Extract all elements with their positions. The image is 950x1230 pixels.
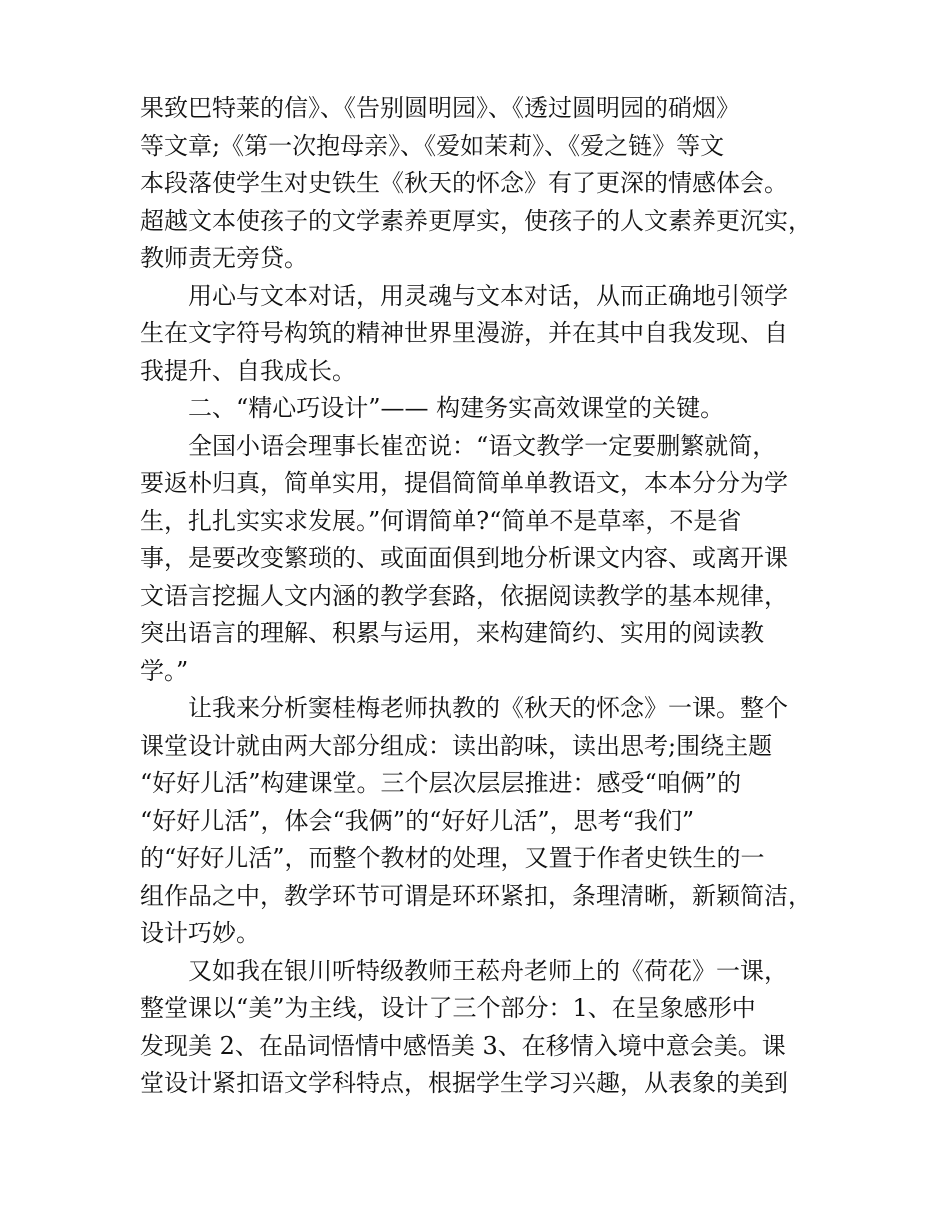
- section-heading: 二、“精心巧设计”—— 构建务实高效课堂的关键。: [140, 394, 725, 422]
- text-line: 组作品之中，教学环节可谓是环环紧扣，条理清晰，新颖简洁，: [140, 881, 812, 910]
- text-line: 要返朴归真，简单实用，提倡简简单单教语文，本本分分为学: [140, 469, 788, 497]
- text-line: 突出语言的理解、积累与运用，来构建简约、实用的阅读教: [140, 619, 764, 647]
- text-line: 让我来分析窦桂梅老师执教的《秋天的怀念》一课。整个: [140, 694, 788, 722]
- text-line: 我提升、自我成长。: [140, 356, 356, 385]
- text-line: 堂设计紧扣语文学科特点，根据学生学习兴趣，从表象的美到: [140, 1069, 788, 1097]
- text-line: “好好儿活”构建课堂。三个层次层层推进：感受“咱俩”的: [140, 769, 742, 797]
- text-line: 学。”: [140, 656, 189, 685]
- text-line: 本段落使学生对史铁生《秋天的怀念》有了更深的情感体会。: [140, 169, 788, 197]
- text-line: 事，是要改变繁琐的、或面面俱到地分析课文内容、或离开课: [140, 544, 788, 572]
- text-line: “好好儿活”，体会“我俩”的“好好儿活”，思考“我们”: [140, 806, 695, 835]
- text-line: 全国小语会理事长崔峦说：“语文教学一定要删繁就简，: [140, 431, 777, 460]
- text-line: 文语言挖掘人文内涵的教学套路，依据阅读教学的基本规律，: [140, 581, 788, 610]
- text-line: 的“好好儿活”，而整个教材的处理，又置于作者史铁生的一: [140, 844, 765, 872]
- text-line: 教师责无旁贷。: [140, 244, 308, 272]
- text-line: 设计巧妙。: [140, 919, 260, 947]
- text-line: 课堂设计就由两大部分组成：读出韵味，读出思考;围绕主题: [140, 731, 773, 760]
- text-line: 整堂课以“美”为主线，设计了三个部分：1、在呈象感形中: [140, 994, 756, 1022]
- text-line: 超越文本使孩子的文学素养更厚实，使孩子的人文素养更沉实，: [140, 206, 812, 235]
- text-line: 又如我在银川听特级教师王菘舟老师上的《荷花》一课，: [140, 956, 788, 985]
- text-line: 等文章;《第一次抱母亲》、《爱如茉莉》、《爱之链》等文: [140, 131, 725, 160]
- text-line: 果致巴特莱的信》、《告别圆明园》、《透过圆明园的硝烟》: [140, 94, 740, 122]
- body-text: [140, 90, 820, 1103]
- text-line: 发现美 2、在品词悟情中感悟美 3、在移情入境中意会美。课: [140, 1031, 786, 1060]
- text-line: 生在文字符号构筑的精神世界里漫游，并在其中自我发现、自: [140, 319, 788, 347]
- text-line: 生，扎扎实实求发展。”何谓简单?“简单不是草率，不是省: [140, 506, 742, 535]
- text-line: 用心与文本对话，用灵魂与文本对话，从而正确地引领学: [140, 281, 788, 310]
